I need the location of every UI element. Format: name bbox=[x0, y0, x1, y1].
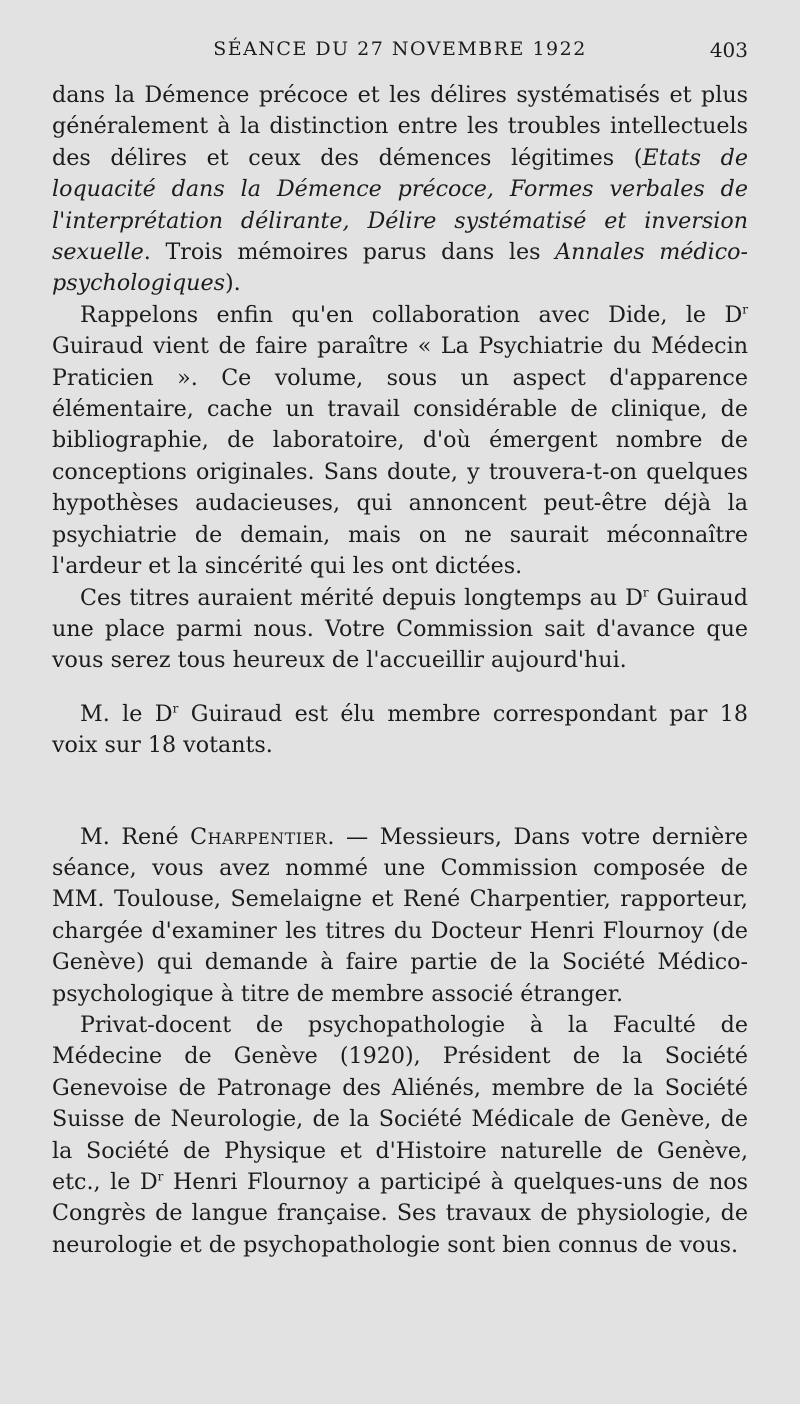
dr-superscript: r bbox=[642, 585, 649, 600]
p2-text-a: Rappelons enfin qu'en collaboration avec Dide, le D bbox=[80, 301, 743, 328]
spacer bbox=[52, 762, 748, 822]
p3-text-a: Ces titres auraient mérité depuis longtemps au D bbox=[80, 584, 643, 611]
page-header bbox=[52, 38, 748, 80]
p1-text-c: ). bbox=[224, 270, 241, 297]
paragraph-1 bbox=[52, 80, 748, 300]
p1-italic-titles: Etats de loquacité dans la Démence précoce, Formes verbales de l'interprétation délirante, Délire systématisé et inversion sexuelle bbox=[52, 144, 748, 266]
speaker-name: Charpentier bbox=[190, 823, 328, 850]
dr-superscript: r bbox=[742, 302, 748, 317]
p5-text-a: M. René bbox=[80, 823, 191, 850]
p5-text-b: . — Messieurs, Dans votre dernière séance, vous avez nommé une Commission composée de MM. Toulouse, Semelaigne et René Charpentier, rapporteur, chargée d'examiner les titres du Docteur Henri Flournoy (de Genève) qui demande à faire partie de la Société Médico-psychologique à titre de membre associé étranger. bbox=[52, 823, 748, 1007]
p6-text-a: Privat-docent de psychopathologie à la Faculté de Médecine de Genève (1920), Président de la Société Genevoise de Patronage des Aliénés, membre de la Société Suisse de Neurologie, de la Société Médicale de Genève, de la Société de Physique et d'Histoire naturelle de Genève, etc., le D bbox=[52, 1011, 748, 1195]
paragraph-2 bbox=[52, 300, 748, 583]
spacer bbox=[52, 677, 748, 699]
dr-superscript: r bbox=[157, 1169, 164, 1184]
paragraph-3 bbox=[52, 583, 748, 677]
p1-text-b: . Trois mémoires parus dans les bbox=[143, 239, 556, 266]
p4-text-a: M. le D bbox=[80, 700, 173, 727]
paragraph-6 bbox=[52, 1010, 748, 1261]
p1-italic-journal: Annales médico-psychologiques bbox=[52, 239, 748, 297]
paragraph-5 bbox=[52, 822, 748, 1010]
paragraph-4-election bbox=[52, 699, 748, 762]
p6-text-b: Henri Flournoy a participé à quelques-uns de nos Congrès de langue française. Ses travaux de physiologie, de neurologie et de psychopathologie sont bien connus de vous. bbox=[52, 1169, 749, 1258]
running-head: SÉANCE DU 27 NOVEMBRE 1922 bbox=[213, 38, 587, 60]
dr-superscript: r bbox=[172, 701, 179, 716]
p1-text-a: dans la Démence précoce et les délires systématisés et plus généralement à la distinction entre les troubles intellectuels des délires et ceux des démences légitimes ( bbox=[52, 82, 748, 171]
page-number: 403 bbox=[709, 38, 748, 62]
p4-text-b: Guiraud est élu membre correspondant par 18 voix sur 18 votants. bbox=[52, 700, 748, 759]
p2-text-b: Guiraud vient de faire paraître « La Psychiatrie du Médecin Praticien ». Ce volume, sous un aspect d'apparence élémentaire, cache un travail considérable de clinique, de bibliographie, de laboratoire, d'où émergent nombre de conceptions originales. Sans doute, y trouvera-t-on quelques hypothèses audacieuses, qui annoncent peut-être déjà la psychiatrie de demain, mais on ne saurait méconnaître l'ardeur et la sincérité qui les ont dictées. bbox=[52, 333, 748, 580]
p3-text-b: Guiraud une place parmi nous. Votre Commission sait d'avance que vous serez tous heureux de l'accueillir aujourd'hui. bbox=[52, 584, 748, 674]
